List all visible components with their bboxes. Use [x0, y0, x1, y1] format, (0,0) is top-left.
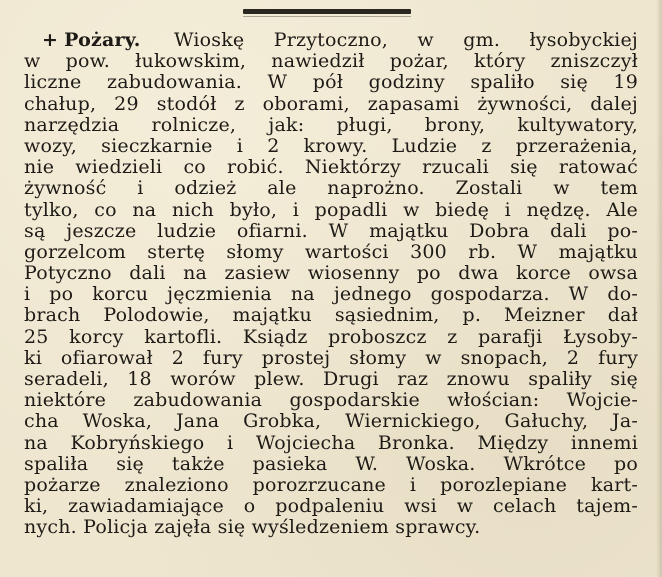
- article-line-20: na Kobryńskiego i Wojciecha Bronka. Między innemi: [24, 432, 638, 454]
- paper-edge-shadow: [656, 0, 662, 577]
- article-line-2: w pow. łukowskim, nawiedził pożar, który zniszczył: [24, 51, 638, 73]
- article-line-17: seradeli, 18 worów plew. Drugi raz znowu spaliły się: [24, 369, 638, 390]
- article-heading: Pożary.: [64, 30, 141, 51]
- article-line-9: tylko, co na nich było, i popadli w biedę i nędzę. Ale: [24, 199, 638, 221]
- article-line-21: spaliła się także pasieka W. Woska. Wkrótce po: [24, 453, 638, 475]
- article-line-19: cha Woska, Jana Grobka, Wiernickiego, Gałuchy, Ja-: [24, 411, 638, 433]
- article-body: [24, 30, 638, 539]
- article-line-11: gorzelcom stertę słomy wartości 300 rb. W majątku: [24, 241, 638, 263]
- article-line-10: są jeszcze ludzie ofiarni. W majątku Dobra dali po-: [24, 220, 638, 242]
- article-line-4: chałup, 29 stodół z oborami, zapasami żywności, dalej: [24, 93, 638, 115]
- article-line-16: ki ofiarował 2 fury prostej słomy w snopach, 2 fury: [24, 347, 638, 369]
- article-line-14: brach Polodowie, majątku sąsiednim, p. Meizner dał: [24, 305, 638, 327]
- article-line-6: wozy, sieczkarnie i 2 krowy. Ludzie z przerażenia,: [24, 135, 638, 157]
- article-line-3: liczne zabudowania. W pół godziny spaliło się 19: [24, 72, 638, 94]
- article-line-18: niektóre zabudowania gospodarskie włościan: Wojcie-: [24, 390, 638, 412]
- article-line-24: nych. Policja zajęła się wyśledzeniem sprawcy.: [24, 517, 481, 539]
- article-line-13: i po korcu jęczmienia na jednego gospodarza. W do-: [24, 284, 638, 306]
- article-line-15: 25 korcy kartofli. Ksiądz proboszcz z parafji Łysoby-: [24, 326, 638, 348]
- article-line-12: Potyczno dali na zasiew wiosenny po dwa korce owsa: [24, 263, 638, 285]
- article-line-1: + Pożary. Wioskę Przytoczno, w gm. łysobyckiej: [42, 30, 638, 51]
- article-line-8: żywność i odzież ale naprożno. Zostali w tem: [24, 178, 638, 200]
- cross-marker: +: [42, 30, 59, 51]
- article-line-5: narzędzia rolnicze, jak: pługi, brony, kultywatory,: [24, 114, 638, 136]
- article-line-23: ki, zawiadamiające o podpaleniu wsi w celach tajem-: [24, 496, 638, 518]
- section-divider-shadow: [243, 16, 411, 17]
- article-line-22: pożarze znaleziono porozrzucane i porozlepiane kart-: [24, 474, 638, 496]
- section-divider: [243, 9, 411, 14]
- article-line-7: nie wiedzieli co robić. Niektórzy rzucali się ratować: [24, 157, 638, 179]
